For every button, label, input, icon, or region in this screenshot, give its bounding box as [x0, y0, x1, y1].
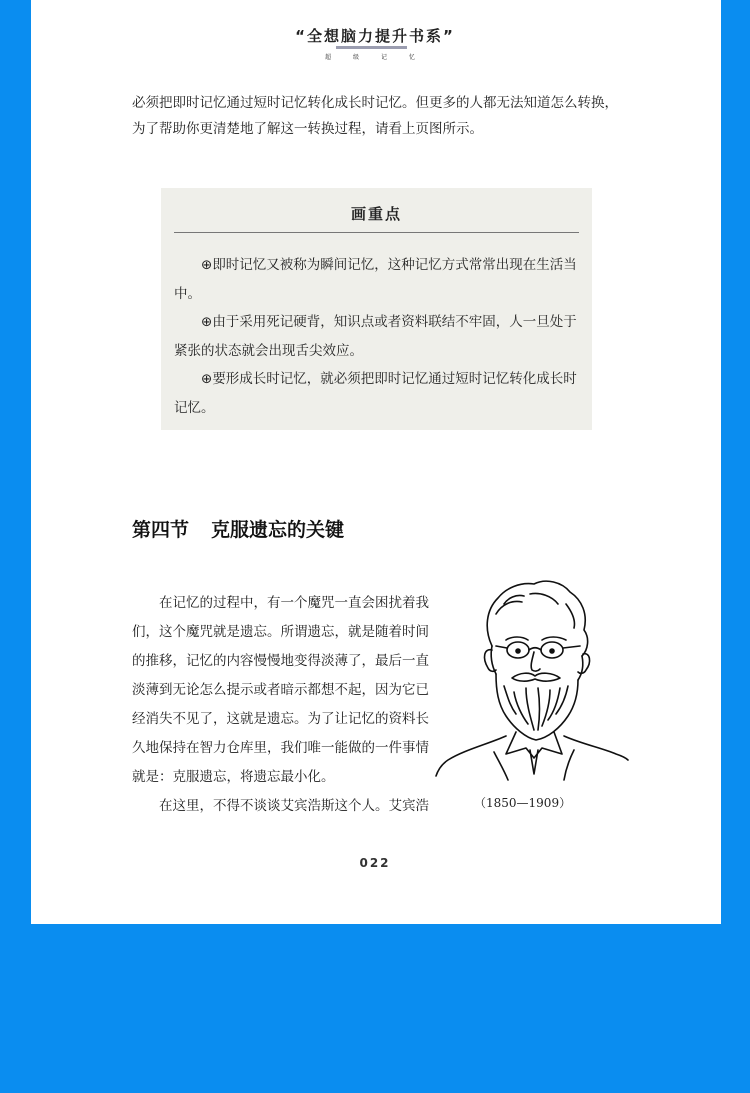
series-title: “全想脑力提升书系”: [295, 27, 455, 45]
key-point-item: [174, 365, 582, 422]
header-divider-bar: [336, 46, 407, 49]
section-number: 第四节: [132, 519, 190, 541]
ebbinghaus-portrait-illustration: [434, 574, 630, 786]
portrait-caption: （1850—1909）: [474, 796, 572, 810]
circled-plus-icon: ⊕: [201, 257, 213, 273]
circled-plus-icon: ⊕: [201, 314, 213, 330]
key-points-title: 画重点: [350, 205, 402, 223]
page-number: 022: [359, 856, 391, 870]
key-point-item: [174, 308, 582, 365]
body-paragraph: 在记忆的过程中，有一个魔咒一直会困扰着我们，这个魔咒就是遗忘。所谓遗忘，就是随着时间的推移，记忆的内容慢慢地变得淡薄了，最后一直淡薄到无论怎么提示或者暗示都想不起，因为它已经消失不见了，这就是遗忘。为了让记忆的资料长久地保持在智力仓库里，我们唯一能做的一件事情就是：克服遗忘，将遗忘最小化。: [132, 595, 429, 785]
intro-paragraph: 必须把即时记忆通过短时记忆转化成长时记忆。但更多的人都无法知道怎么转换，为了帮助你更清楚地了解这一转换过程，请看上页图所示。: [132, 95, 618, 137]
key-points-box: [161, 188, 592, 430]
section-title: 克服遗忘的关键: [211, 519, 345, 541]
key-points-list: [174, 251, 582, 422]
key-point-item: [174, 251, 582, 308]
key-point-text: 由于采用死记硬背，知识点或者资料联结不牢固，人一旦处于紧张的状态就会出现舌尖效应。: [174, 314, 577, 359]
body-text: [132, 589, 436, 821]
key-point-text: 要形成长时记忆，就必须把即时记忆通过短时记忆转化成长时记忆。: [174, 371, 577, 416]
key-points-divider: [174, 232, 579, 233]
circled-plus-icon: ⊕: [201, 371, 213, 387]
body-paragraph: 在这里，不得不谈谈艾宾浩斯这个人。艾宾浩: [159, 798, 429, 814]
section-heading: [132, 515, 344, 542]
key-point-text: 即时记忆又被称为瞬间记忆，这种记忆方式常常出现在生活当中。: [174, 257, 577, 302]
series-subtitle: 超 级 记 忆: [325, 54, 425, 61]
